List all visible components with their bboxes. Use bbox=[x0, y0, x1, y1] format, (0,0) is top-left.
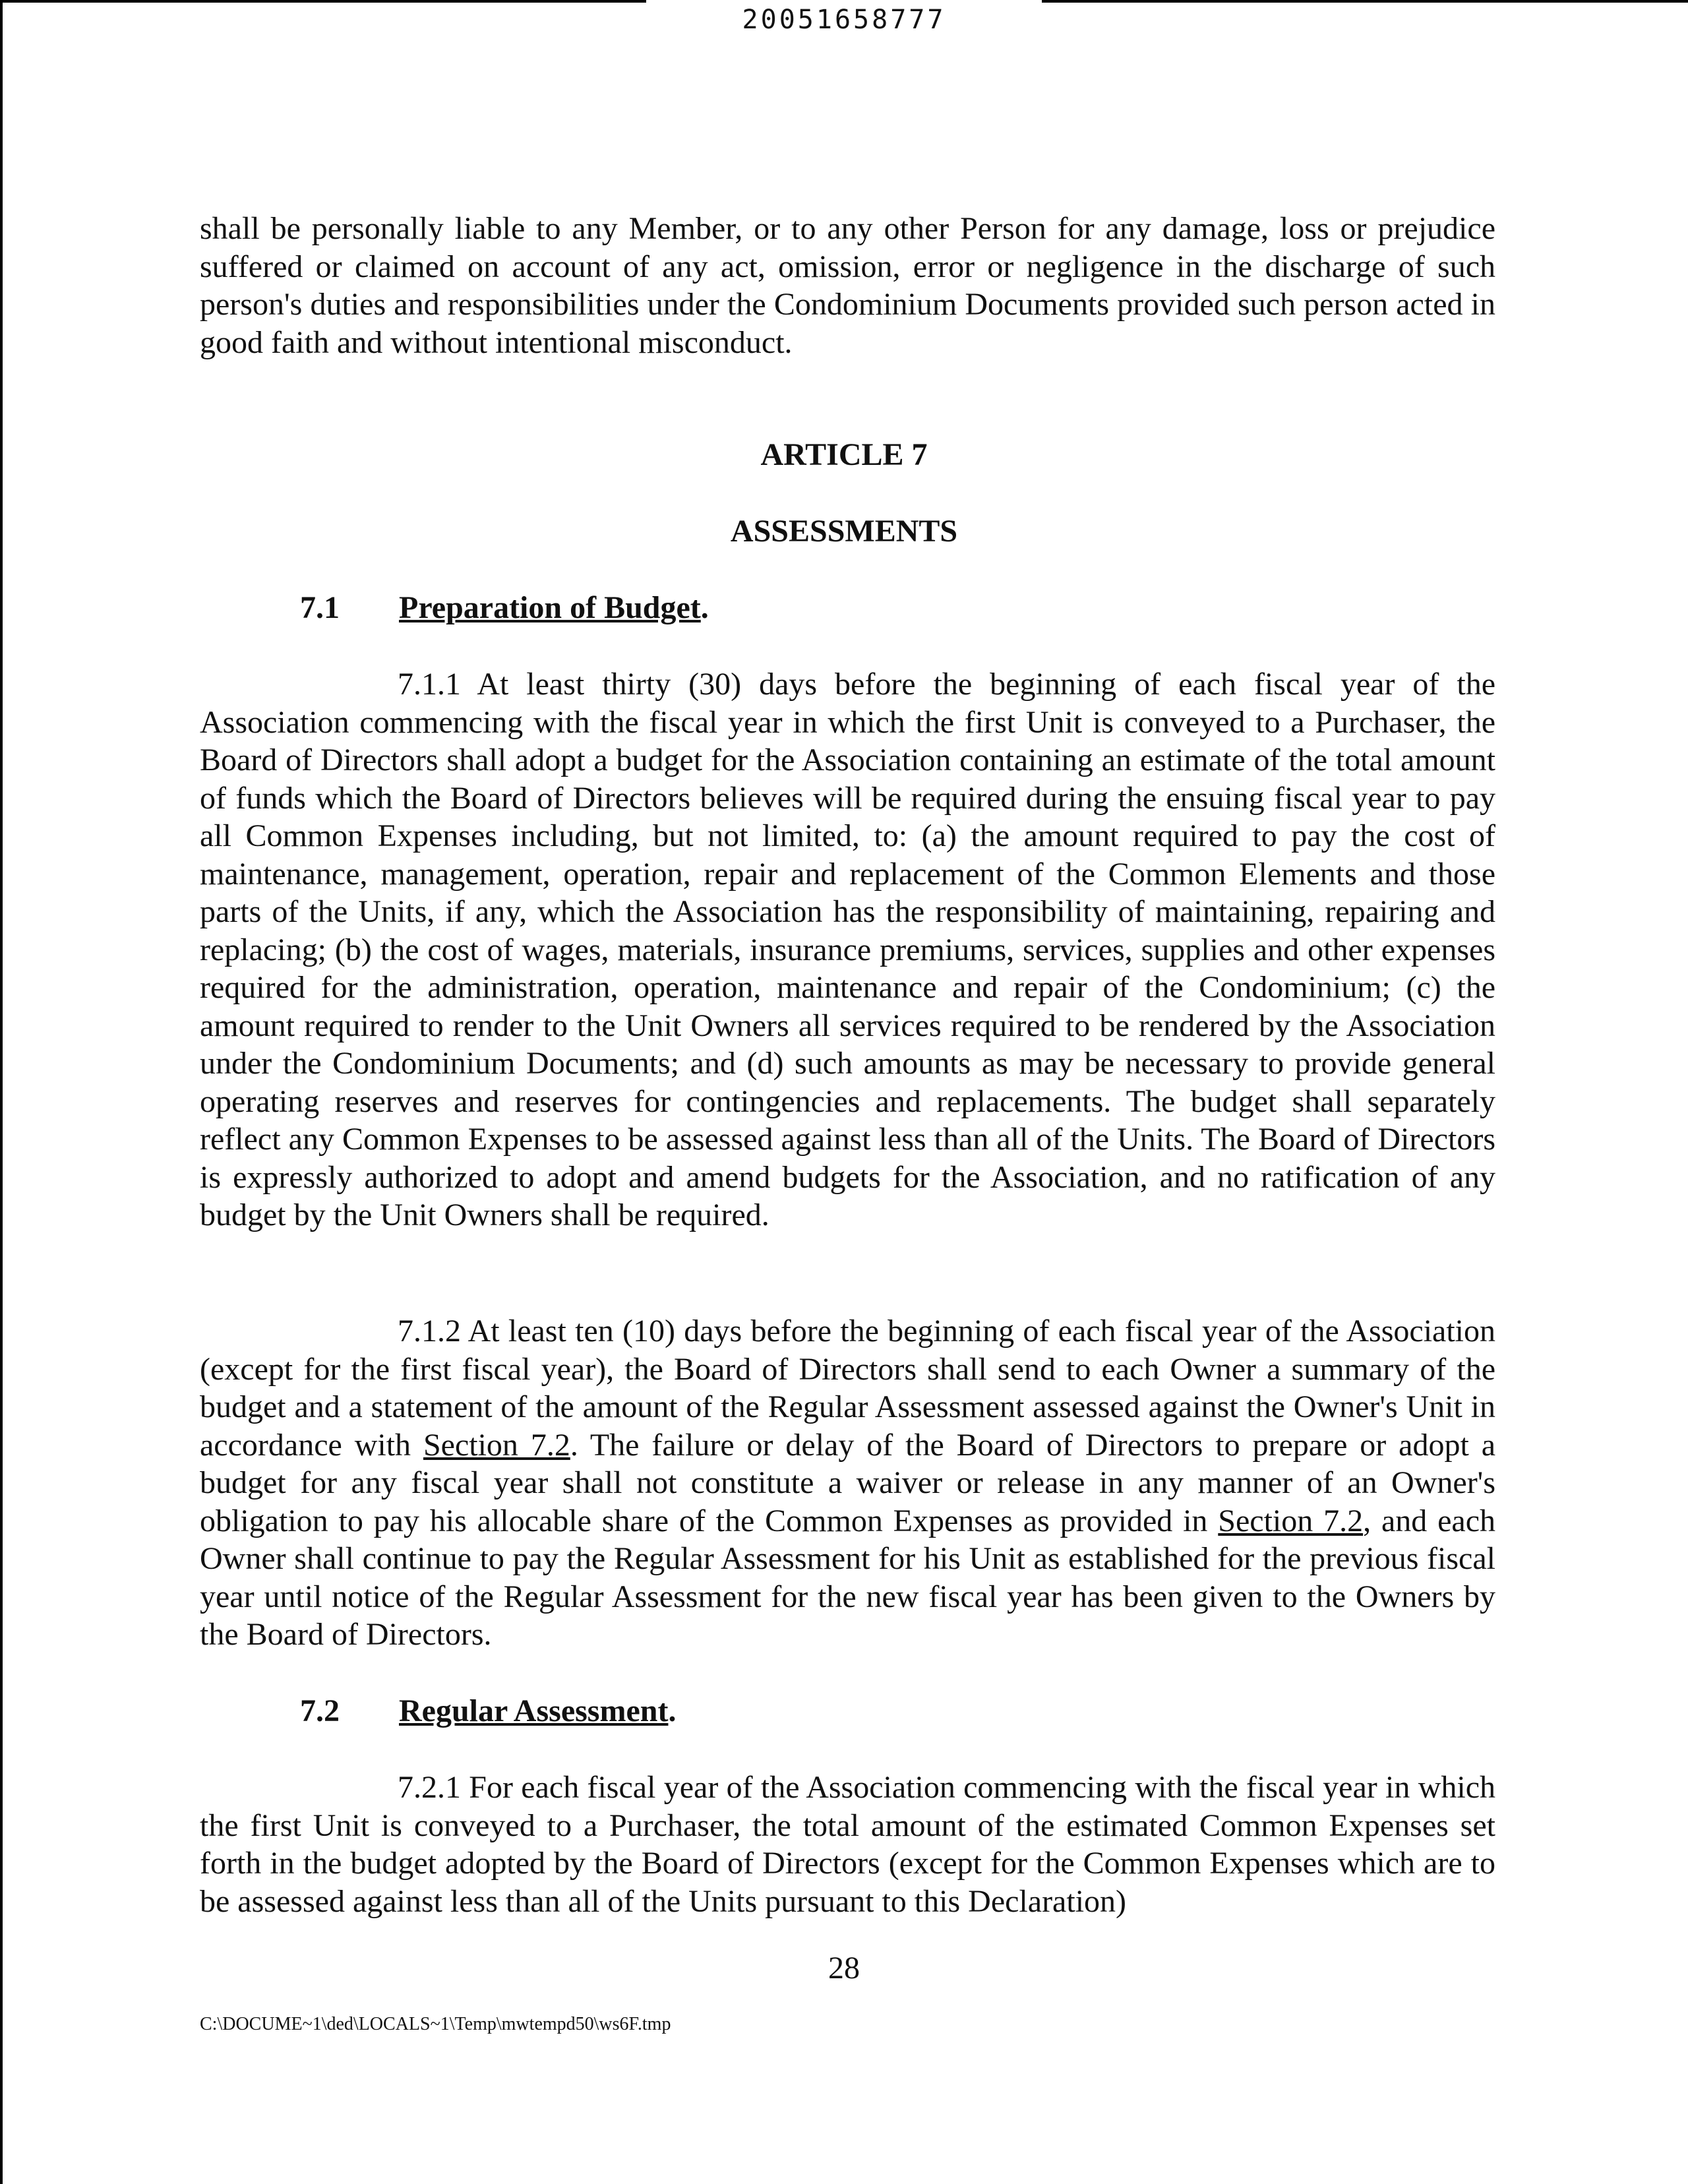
section-number: 7.2 bbox=[300, 1693, 340, 1728]
document-number: 20051658777 bbox=[742, 5, 946, 35]
section-title: Preparation of Budget bbox=[399, 590, 701, 625]
scan-border-left bbox=[0, 0, 3, 2184]
section-reference-link: Section 7.2 bbox=[1218, 1503, 1364, 1538]
section-reference-link: Section 7.2 bbox=[423, 1427, 570, 1463]
paragraph-text: 7.1.2 At least ten (10) days before the beginning of each fiscal year of the Association (except for the first fiscal year), the Board of Directors shall send to each Owner a summary of the budget and a statement of the amount of the Regular Assessment assessed against the Owner's Unit in accordance with bbox=[200, 1314, 1495, 1463]
section-heading-7-2 bbox=[300, 1691, 676, 1731]
section-title: Regular Assessment bbox=[399, 1693, 669, 1728]
page-number: 28 bbox=[828, 1951, 860, 1986]
section-title-period: . bbox=[700, 590, 709, 625]
section-number: 7.1 bbox=[300, 590, 340, 625]
paragraph-text: . The failure or delay of the Board of Directors to prepare or adopt a budget for any fiscal year shall not constitute a waiver or release in any manner of an Owner's obligation to pay his allocable share of the Common Expenses as provided in bbox=[200, 1427, 1495, 1538]
section-title-period: . bbox=[668, 1693, 677, 1728]
paragraph-text: , and each Owner shall continue to pay the Regular Assessment for his Unit as established for the previous fiscal year until notice of the Regular Assessment for the new fiscal year has been given to the Owners by the Board of Directors. bbox=[200, 1503, 1496, 1652]
paragraph-7-1-1: 7.1.1 At least thirty (30) days before the beginning of each fiscal year of the Association commencing with the fiscal year in which the first Unit is conveyed to a Purchaser, the Board of Directors shall adopt a budget for the Association containing an estimate of the total amount of funds which the Board of Directors believes will be required during the ensuing fiscal year to pay all Common Expenses including, but not limited, to: (a) the amount required to pay the cost of maintenance, management, operation, repair and replacement of the Common Elements and those parts of the Units, if any, which the Association has the responsibility of maintaining, repairing and replacing; (b) the cost of wages, materials, insurance premiums, services, supplies and other expenses required for the administration, operation, maintenance and repair of the Condominium; (c) the amount required to render to the Unit Owners all services required to be rendered by the Association under the Condominium Documents; and (d) such amounts as may be necessary to provide general operating reserves and reserves for contingencies and replacements. The budget shall separately reflect any Common Expenses to be assessed against less than all of the Units. The Board of Directors is expressly authorized to adopt and amend budgets for the Association, and no ratification of any budget by the Unit Owners shall be required. bbox=[200, 667, 1495, 1232]
article-title: ASSESSMENTS bbox=[730, 514, 958, 549]
intro-paragraph: shall be personally liable to any Member, or to any other Person for any damage, loss or prejudice suffered or claimed on account of any act, omission, error or negligence in the discharge of such person's duties and responsibilities under the Condominium Documents provided such person acted in good faith and without intentional misconduct. bbox=[200, 211, 1495, 360]
file-path: C:\DOCUME~1\ded\LOCALS~1\Temp\mwtempd50\ws6F.tmp bbox=[200, 2014, 671, 2034]
section-heading-7-1 bbox=[300, 588, 709, 628]
paragraph-7-2-1: 7.2.1 For each fiscal year of the Association commencing with the fiscal year in which the first Unit is conveyed to a Purchaser, the total amount of the estimated Common Expenses set forth in the budget adopted by the Board of Directors (except for the Common Expenses which are to be assessed against less than all of the Units pursuant to this Declaration) bbox=[200, 1770, 1495, 1919]
paragraph-7-1-2 bbox=[200, 1312, 1495, 1654]
article-number: ARTICLE 7 bbox=[760, 437, 928, 472]
